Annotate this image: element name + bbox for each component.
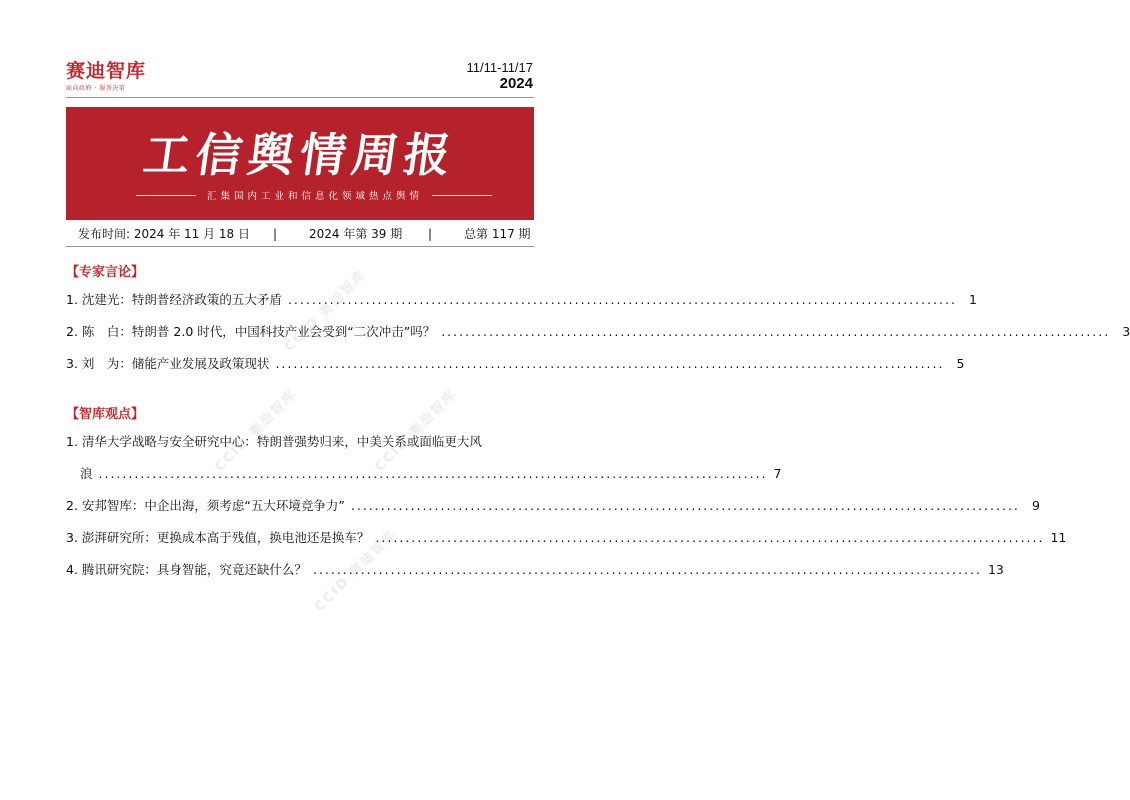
watermark: CCID 赛迪智库 — [282, 266, 370, 355]
title-banner — [66, 107, 534, 220]
toc-item[interactable] — [66, 354, 965, 374]
toc-title: 刘 为：储能产业发展及政策现状 — [81, 356, 270, 371]
separator: | — [428, 227, 433, 241]
toc-page: 5 — [956, 356, 965, 371]
watermark: CCID 赛迪智库 — [372, 386, 460, 475]
ccid-logo — [66, 60, 146, 92]
toc-number: 3. — [66, 356, 78, 371]
section-heading-expert: 【专家言论】 — [66, 265, 145, 280]
toc-number: 4. — [66, 562, 78, 577]
toc-item[interactable] — [66, 290, 977, 310]
dot-leader: ................................................................................................................ — [375, 530, 1045, 545]
issue-number: 2024 年第 39 期 — [309, 227, 403, 241]
banner-title: 工信舆情周报 — [140, 128, 460, 182]
toc-title: 清华大学战略与安全研究中心：特朗普强势归来，中美关系或面临更大风 — [81, 434, 482, 449]
toc-page: 13 — [987, 562, 1004, 577]
section-heading-thinktank: 【智库观点】 — [66, 407, 145, 422]
toc-number: 3. — [66, 530, 78, 545]
date-range-block — [467, 60, 534, 92]
toc-item[interactable] — [66, 496, 1040, 516]
toc-title: 安邦智库：中企出海，须考虑“五大环境竞争力” — [81, 498, 345, 513]
separator: | — [273, 227, 278, 241]
toc-item[interactable] — [66, 528, 1067, 548]
toc-page: 1 — [969, 292, 977, 307]
week-range: 11/11-11/17 — [466, 60, 533, 75]
publish-date: 发布时间: 2024 年 11 月 18 日 — [78, 227, 251, 241]
logo-text: 赛迪智库 — [66, 60, 147, 82]
toc-page: 11 — [1050, 530, 1067, 545]
logo-tagline: 面向政府 · 服务决策 — [66, 85, 126, 92]
dot-leader: ................................................................................................................ — [287, 292, 957, 307]
toc-title: 腾讯研究院：具身智能，究竟还缺什么？ — [81, 562, 307, 577]
total-issue: 总第 117 期 — [464, 227, 531, 241]
toc-title: 沈建光：特朗普经济政策的五大矛盾 — [81, 292, 282, 307]
toc-item[interactable] — [66, 560, 1004, 580]
publication-info — [66, 225, 534, 243]
dot-leader: ................................................................................................................ — [350, 498, 1020, 513]
toc-number: 1. — [66, 292, 78, 307]
toc-page: 9 — [1031, 498, 1040, 513]
dot-leader: ................................................................................................................ — [441, 324, 1111, 339]
toc-title-continued: 浪 — [80, 466, 93, 481]
toc-page: 7 — [773, 466, 782, 481]
watermark: CCID 赛迪智库 — [312, 526, 400, 615]
toc-page: 3 — [1122, 324, 1130, 339]
year: 2024 — [499, 75, 533, 92]
banner-line-right — [432, 195, 492, 196]
toc-number: 1. — [66, 434, 78, 449]
toc-number: 2. — [66, 324, 78, 339]
toc-item[interactable] — [66, 432, 534, 452]
toc-item-continued[interactable] — [80, 464, 782, 484]
toc-title: 澎湃研究所：更换成本高于残值，换电池还是换车？ — [81, 530, 370, 545]
toc-title: 陈 白：特朗普 2.0 时代，中国科技产业会受到“二次冲击”吗？ — [81, 324, 436, 339]
dot-leader: ................................................................................................................ — [98, 466, 768, 481]
banner-subtitle: 汇集国内工业和信息化领域热点舆情 — [206, 191, 423, 202]
header-divider — [66, 97, 534, 98]
toc-number: 2. — [66, 498, 78, 513]
info-divider — [66, 246, 534, 247]
dot-leader: ................................................................................................................ — [312, 562, 982, 577]
watermark: CCID 赛迪智库 — [212, 386, 300, 475]
dot-leader: ................................................................................................................ — [275, 356, 945, 371]
